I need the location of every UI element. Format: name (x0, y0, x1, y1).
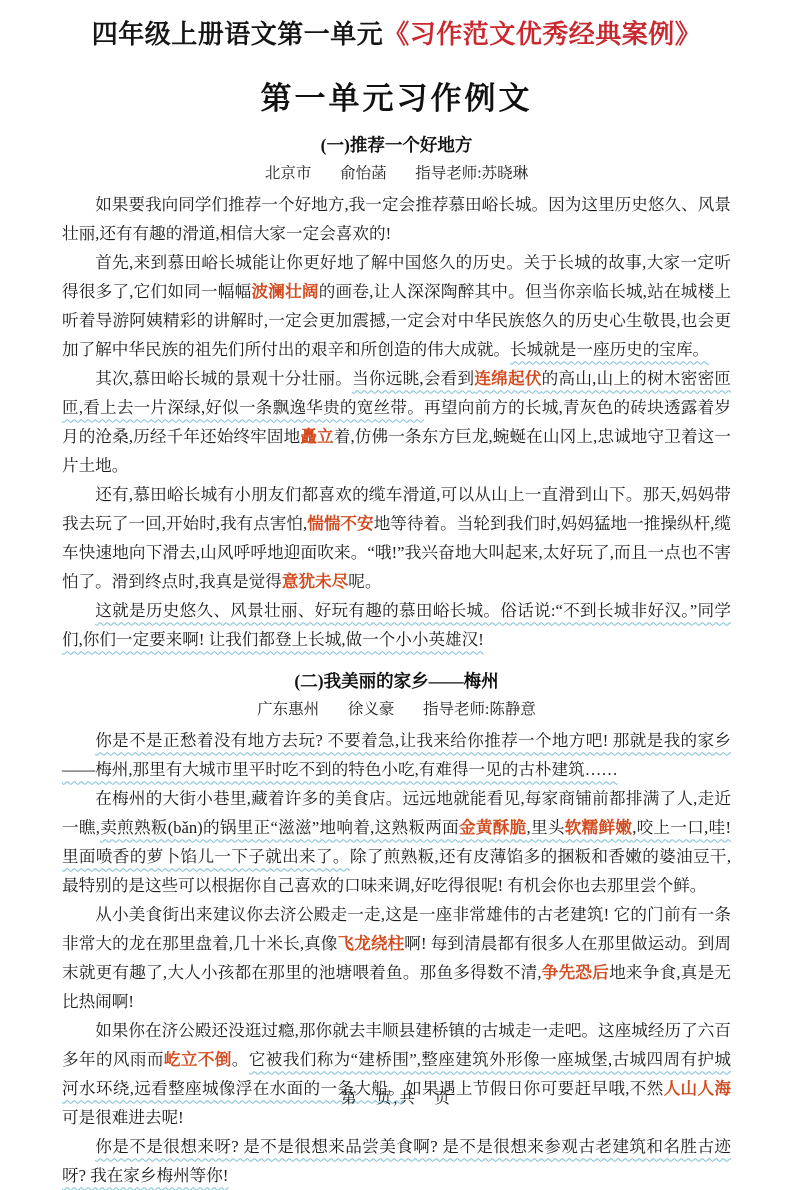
essay-1-byline (62, 161, 731, 183)
text-segment: 惴惴不安 (307, 513, 374, 533)
text-segment: 当你远眺,会看到 (352, 368, 475, 388)
text-segment: 的画卷,让人深深陶醉其中。但当你亲临长城,站在城楼上听着导游阿姨精彩的讲解时,一定会更加震撼,一定会对中华民族悠久的历史心生敬畏,也会更加了解中华民族的祖先们所付出的艰辛和所创造的伟大成就。 (62, 281, 732, 359)
byline-place: 广东惠州 (257, 700, 320, 718)
text-segment: 你是不是很想来呀? 是不是很想来品尝美食啊? 是不是很想来参观古老建筑和名胜古迹呀? 我在家乡梅州等你! (62, 1136, 731, 1185)
paragraph (62, 1016, 731, 1132)
text-segment: 啊! 每到清晨都有很多人在那里做运动。到周末就更有趣了,大人小孩都在那里的池塘喂着鱼。那鱼多得数不清, (62, 933, 732, 982)
text-segment: 它被我们称为“建桥围”,整座建筑外形像一座城堡,古城四周有护城河水环绕,远看整座城像浮在水面的一条大船。 (62, 1049, 732, 1098)
document-title-black: 四年级上册语文第一单元 (91, 19, 384, 49)
byline-author: 徐义豪 (347, 700, 395, 718)
text-segment: 在梅州的大街小巷里,藏着许多的美食店。远远地就能看见,每家商铺前都排满了人,走近一瞧, (62, 788, 731, 837)
text-segment: 着,仿佛一条东方巨龙,蜿蜒在山冈上,忠诚地守卫着这一片土地。 (62, 426, 731, 475)
essay-2-byline (62, 697, 731, 719)
text-segment: 的高山,山上的树木密密匝匝,看上去一片深绿,好似一条飘逸华贵的宽丝带。 (62, 368, 731, 417)
document-title (62, 18, 731, 51)
text-segment: 还有,慕田峪长城有小朋友们都喜欢的缆车滑道,可以从山上一直滑到山下。那天,妈妈带我去玩了一回,开始时,我有点害怕, (62, 484, 731, 533)
essay-section-2 (62, 668, 731, 1190)
byline-teacher: 指导老师:苏晓琳 (415, 164, 529, 182)
paragraph (62, 190, 731, 248)
text-segment: 长城就是一座历史的宝库。 (510, 339, 710, 359)
text-segment: 矗立 (300, 426, 334, 446)
text-segment: 其次,慕田峪长城的景观十分壮丽。 (95, 368, 353, 388)
text-segment: 屹立不倒 (163, 1049, 232, 1069)
text-segment: 地来争食,真是无比热闹啊! (62, 962, 732, 1011)
text-segment: 意犹未尽 (281, 571, 349, 591)
text-segment: 软糯鲜嫩 (564, 817, 633, 837)
paragraph (62, 596, 731, 654)
text-segment: 。 (231, 1049, 249, 1069)
paragraph (62, 480, 731, 596)
text-segment: ,里头 (526, 817, 565, 837)
paragraph (62, 900, 731, 1016)
text-segment: 人山人海 (663, 1078, 731, 1098)
text-segment: 金黄酥脆 (459, 817, 527, 837)
text-segment: 如果要我向同学们推荐一个好地方,我一定会推荐慕田峪长城。因为这里历史悠久、风景壮丽,还有有趣的滑道,相信大家一定会喜欢的! (62, 194, 731, 243)
text-segment: ,咬上一口,哇! 里面喷香的萝卜馅儿一下子就出来了。 (62, 817, 732, 866)
paragraph (62, 364, 731, 480)
text-segment: 连绵起伏 (474, 368, 542, 388)
text-segment: 争先恐后 (541, 962, 610, 982)
byline-teacher: 指导老师:陈静意 (423, 700, 536, 718)
essay-2-heading: (二)我美丽的家乡——梅州 (294, 670, 499, 691)
text-segment: 波澜壮阔 (251, 281, 319, 301)
paragraph (62, 1132, 731, 1190)
document-title-red: 《习作范文优秀经典案例》 (383, 19, 702, 49)
text-segment: 如果遇上节假日你可要赶早哦,不然 (405, 1078, 664, 1098)
main-heading: 第一单元习作例文 (260, 80, 533, 116)
text-segment: 呢。 (348, 571, 382, 591)
text-segment: 首先,来到慕田峪长城能让你更好地了解中国悠久的历史。关于长城的故事,大家一定听得很多了,它们如同一幅幅 (62, 252, 731, 301)
text-segment: 飞龙绕柱 (337, 933, 405, 953)
text-segment: 地等待着。当轮到我们时,妈妈猛地一推操纵杆,缆车快速地向下滑去,山风呼呼地迎面吹来。“哦!”我兴奋地大叫起来,太好玩了,而且一点也不害怕了。滑到终点时,我真是觉得 (62, 513, 732, 591)
text-segment: 从小美食街出来建议你去济公殿走一走,这是一座非常雄伟的古老建筑! 它的门前有一条非常大的龙在那里盘着,几十米长,真像 (62, 904, 731, 953)
essay-section-1 (62, 132, 731, 654)
text-segment: 可是很难进去呢! (62, 1107, 184, 1127)
text-segment: 除了煎熟粄,还有皮薄馅多的捆粄和香嫩的婆油豆干,最特别的是这些可以根据你自己喜欢的口味来调,好吃得很呢! 有机会你也去那里尝个鲜。 (62, 846, 732, 895)
text-segment: 如果你在济公殿还没逛过瘾,那你就去丰顺县建桥镇的古城走一走吧。这座城经历了六百多年的风雨而 (62, 1020, 731, 1069)
text-segment: 这就是历史悠久、风景壮丽、好玩有趣的慕田峪长城。俗话说:“不到长城非好汉。”同学们,你们一定要来啊! 让我们都登上长城,做一个小小英雄汉! (62, 600, 731, 649)
byline-place: 北京市 (264, 164, 312, 182)
text-segment: 卖煎熟粄(bǎn)的锅里正“滋滋”地响着,这熟粄两面 (99, 817, 460, 837)
text-segment: 你是不是正愁着没有地方去玩? 不要着急,让我来给你推荐一个地方吧! 那就是我的家乡——梅州,那里有大城市里平时吃不到的特色小吃,有难得一见的古朴建筑…… (62, 730, 731, 779)
byline-author: 俞怡菡 (340, 164, 387, 182)
essay-1-heading: (一)推荐一个好地方 (320, 134, 473, 155)
paragraph (62, 784, 731, 900)
page-footer: 第 页,共 页 (341, 1090, 452, 1107)
paragraph (62, 248, 731, 364)
paragraph (62, 726, 731, 784)
text-segment: 再望向前方的长城,青灰色的砖块透露着岁月的沧桑,历经千年还始终牢固地 (62, 397, 732, 446)
